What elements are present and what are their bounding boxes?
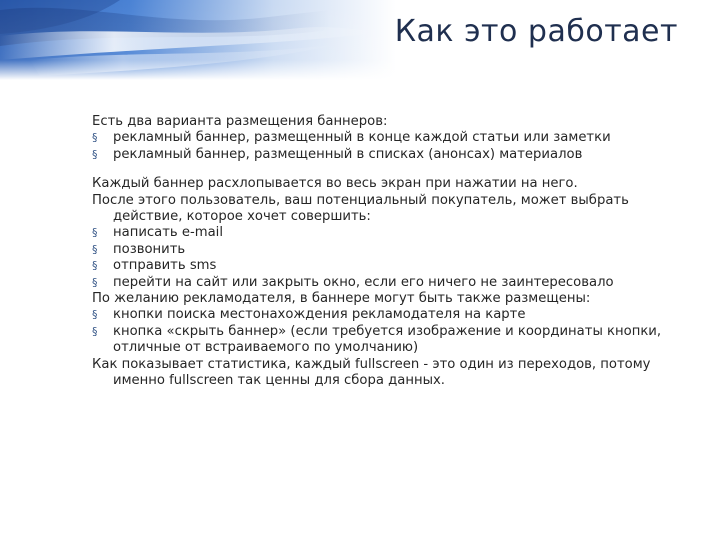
list-item bbox=[92, 242, 682, 258]
header-banner bbox=[0, 0, 720, 80]
paragraph-2: После этого пользователь, ваш потенциальный покупатель, может выбрать действие, которое хочет совершить: bbox=[92, 192, 629, 225]
option-2: кнопка «скрыть баннер» (если требуется изображение и координаты кнопки, отличные от встраиваемого по умолчанию) bbox=[113, 323, 662, 356]
spacer bbox=[92, 163, 682, 176]
bullet-icon: § bbox=[92, 308, 98, 322]
bullet-icon: § bbox=[92, 275, 98, 289]
slide-body bbox=[92, 114, 682, 390]
bullet-icon: § bbox=[92, 147, 98, 161]
paragraph-1: Каждый баннер расхлопывается во весь экран при нажатии на него. bbox=[92, 176, 578, 192]
action-1: написать e-mail bbox=[113, 225, 224, 241]
intro-text: Есть два варианта размещения баннеров: bbox=[92, 114, 388, 129]
option-1: кнопки поиска местонахождения рекламодателя на карте bbox=[113, 307, 526, 323]
paragraph-4: Как показывает статистика, каждый fullscreen - это один из переходов, потому именно fullscreen так ценны для сбора данных. bbox=[92, 356, 651, 389]
list-item bbox=[92, 307, 682, 323]
list-item bbox=[92, 130, 682, 146]
paragraph-3: По желанию рекламодателя, в баннере могут быть также размещены: bbox=[92, 291, 591, 307]
variant-1: рекламный баннер, размещенный в конце каждой статьи или заметки bbox=[113, 130, 611, 146]
list-item bbox=[92, 258, 682, 274]
variant-2: рекламный баннер, размещенный в списках (анонсах) материалов bbox=[113, 146, 583, 162]
bullet-icon: § bbox=[92, 242, 98, 256]
action-4: перейти на сайт или закрыть окно, если его ничего не заинтересовало bbox=[113, 274, 614, 290]
list-item bbox=[92, 324, 682, 357]
slide-title: Как это работает bbox=[394, 14, 678, 49]
bullet-icon: § bbox=[92, 131, 98, 145]
list-item bbox=[92, 275, 682, 291]
action-2: позвонить bbox=[113, 241, 186, 257]
bullet-icon: § bbox=[92, 226, 98, 240]
action-3: отправить sms bbox=[113, 258, 217, 274]
bullet-icon: § bbox=[92, 324, 98, 338]
list-item bbox=[92, 225, 682, 241]
bullet-icon: § bbox=[92, 259, 98, 273]
list-item bbox=[92, 147, 682, 163]
